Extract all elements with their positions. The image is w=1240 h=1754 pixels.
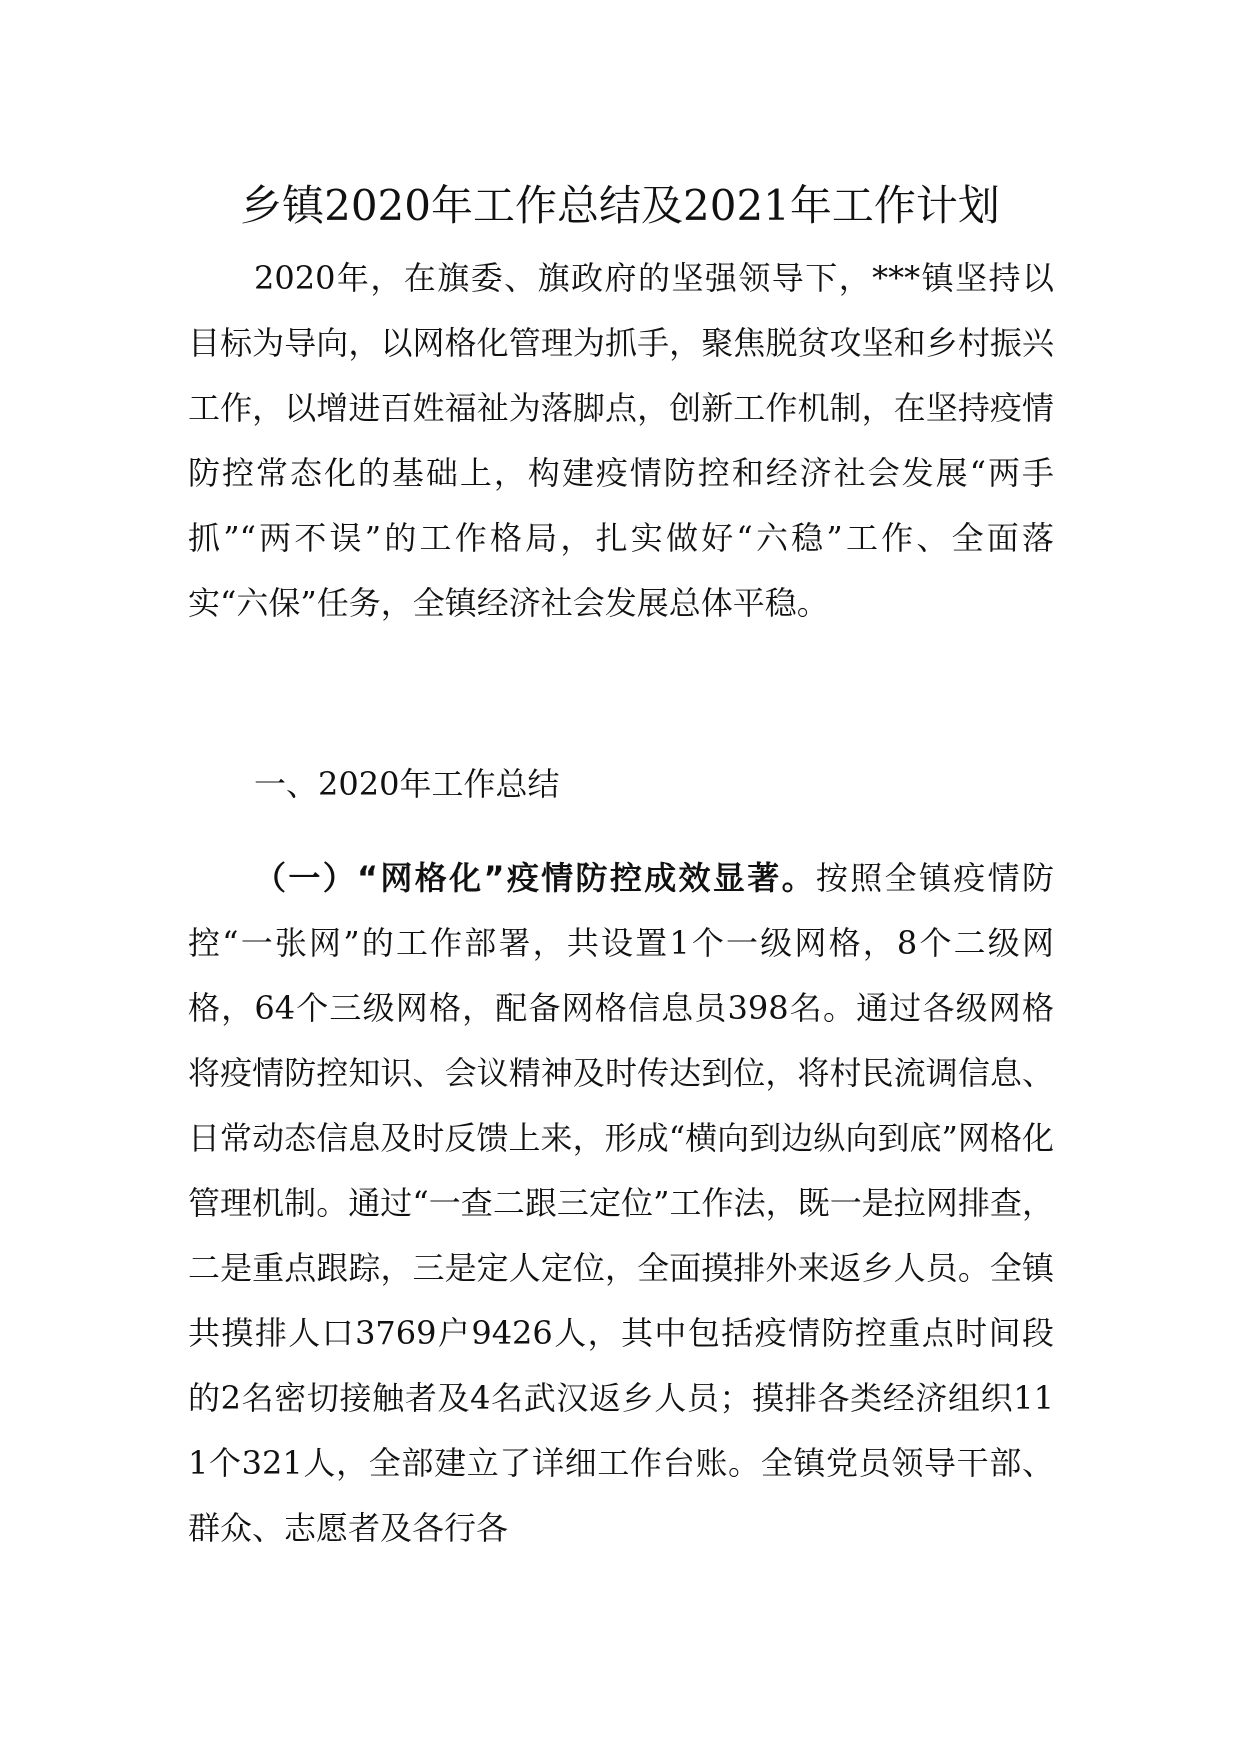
subsection-paragraph-grid-prevention [188, 846, 1054, 1561]
subsection-body-text: 按照全镇疫情防控“一张网”的工作部署，共设置1个一级网格，8个二级网格，64个三级网格，配备网格信息员398名。通过各级网格将疫情防控知识、会议精神及时传达到位，将村民流调信息、日常动态信息及时反馈上来，形成“横向到边纵向到底”网格化管理机制。通过“一查二跟三定位”工作法，既一是拉网排查，二是重点跟踪，三是定人定位，全面摸排外来返乡人员。全镇共摸排人口3769户9426人，其中包括疫情防控重点时间段的2名密切接触者及4名武汉返乡人员；摸排各类经济组织111个321人，全部建立了详细工作台账。全镇党员领导干部、群众、志愿者及各行各 [188, 859, 1054, 1547]
section-heading-summary: 一、2020年工作总结 [254, 765, 560, 803]
intro-paragraph: 2020年，在旗委、旗政府的坚强领导下，***镇坚持以目标为导向，以网格化管理为抓手，聚焦脱贫攻坚和乡村振兴工作，以增进百姓福祉为落脚点，创新工作机制，在坚持疫情防控常态化的基础上，构建疫情防控和经济社会发展“两手抓”“两不误”的工作格局，扎实做好“六稳”工作、全面落实“六保”任务，全镇经济社会发展总体平稳。 [188, 259, 1054, 622]
subsection-lead-text: （一）“网格化”疫情防控成效显著。 [254, 859, 816, 897]
document-title: 乡镇2020年工作总结及2021年工作计划 [240, 181, 1000, 230]
